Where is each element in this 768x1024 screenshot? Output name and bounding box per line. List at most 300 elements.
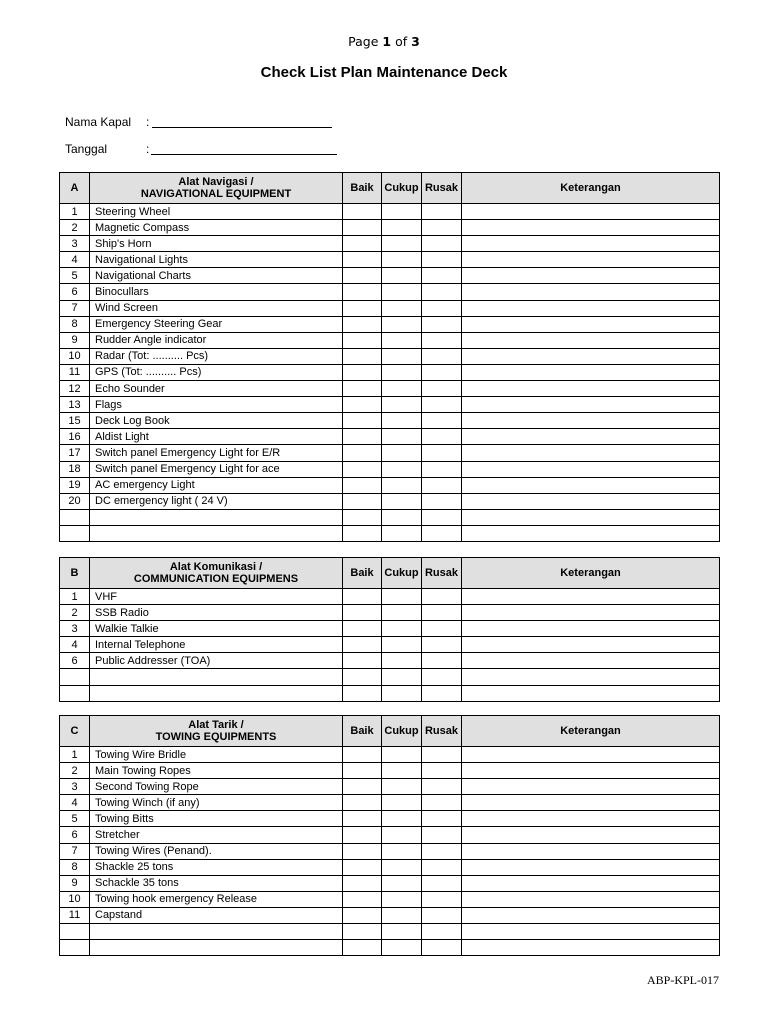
item-name: VHF: [90, 589, 343, 605]
cukup-cell[interactable]: [382, 621, 422, 637]
item-name: Schackle 35 tons: [90, 875, 343, 891]
field-label: Nama Kapal: [65, 115, 132, 129]
item-name: Aldist Light: [90, 429, 343, 445]
page-of: of: [395, 34, 408, 49]
section-title-line1: Alat Komunikasi /: [169, 561, 263, 573]
keterangan-cell[interactable]: [462, 827, 720, 843]
rusak-cell[interactable]: [422, 875, 462, 891]
checklist-row: [60, 669, 720, 685]
column-header-baik: Baik: [343, 558, 382, 589]
item-name: [90, 525, 343, 541]
baik-cell[interactable]: [343, 763, 382, 779]
cukup-cell[interactable]: [382, 843, 422, 859]
item-name: [90, 940, 343, 956]
baik-cell[interactable]: [343, 891, 382, 907]
item-number: 20: [60, 493, 90, 509]
baik-cell[interactable]: [343, 364, 382, 380]
item-name: Switch panel Emergency Light for E/R: [90, 445, 343, 461]
rusak-cell[interactable]: [422, 381, 462, 397]
rusak-cell[interactable]: [422, 220, 462, 236]
item-number: 8: [60, 316, 90, 332]
cukup-cell[interactable]: [382, 907, 422, 923]
cukup-cell[interactable]: [382, 859, 422, 875]
baik-cell[interactable]: [343, 429, 382, 445]
item-number: [60, 509, 90, 525]
rusak-cell[interactable]: [422, 685, 462, 701]
checklist-row: [60, 413, 720, 429]
cukup-cell[interactable]: [382, 891, 422, 907]
cukup-cell[interactable]: [382, 477, 422, 493]
item-number: 19: [60, 477, 90, 493]
checklist-row: [60, 220, 720, 236]
cukup-cell[interactable]: [382, 747, 422, 763]
baik-cell[interactable]: [343, 811, 382, 827]
item-name: [90, 509, 343, 525]
cukup-cell[interactable]: [382, 525, 422, 541]
checklist-row: [60, 940, 720, 956]
baik-cell[interactable]: [343, 493, 382, 509]
checklist-row: [60, 252, 720, 268]
cukup-cell[interactable]: [382, 348, 422, 364]
page-total: 3: [411, 34, 420, 49]
checklist-row: [60, 525, 720, 541]
section-header-row: [60, 716, 720, 747]
cukup-cell[interactable]: [382, 669, 422, 685]
keterangan-cell[interactable]: [462, 509, 720, 525]
baik-cell[interactable]: [343, 268, 382, 284]
cukup-cell[interactable]: [382, 397, 422, 413]
baik-cell[interactable]: [343, 859, 382, 875]
baik-cell[interactable]: [343, 924, 382, 940]
cukup-cell[interactable]: [382, 445, 422, 461]
rusak-cell[interactable]: [422, 779, 462, 795]
cukup-cell[interactable]: [382, 461, 422, 477]
keterangan-cell[interactable]: [462, 332, 720, 348]
rusak-cell[interactable]: [422, 429, 462, 445]
section-title-line2: NAVIGATIONAL EQUIPMENT: [140, 188, 292, 200]
keterangan-cell[interactable]: [462, 589, 720, 605]
item-number: 11: [60, 907, 90, 923]
baik-cell[interactable]: [343, 795, 382, 811]
rusak-cell[interactable]: [422, 268, 462, 284]
cukup-cell[interactable]: [382, 827, 422, 843]
rusak-cell[interactable]: [422, 413, 462, 429]
rusak-cell[interactable]: [422, 891, 462, 907]
rusak-cell[interactable]: [422, 236, 462, 252]
section-title-line2: COMMUNICATION EQUIPMENS: [133, 573, 299, 585]
section-table-a: [59, 172, 720, 542]
rusak-cell[interactable]: [422, 348, 462, 364]
keterangan-cell[interactable]: [462, 429, 720, 445]
baik-cell[interactable]: [343, 381, 382, 397]
cukup-cell[interactable]: [382, 316, 422, 332]
baik-cell[interactable]: [343, 747, 382, 763]
checklist-row: [60, 779, 720, 795]
checklist-row: [60, 236, 720, 252]
page-prefix: Page: [348, 34, 379, 49]
item-name: Deck Log Book: [90, 413, 343, 429]
item-name: Echo Sounder: [90, 381, 343, 397]
baik-cell[interactable]: [343, 445, 382, 461]
item-name: Second Towing Rope: [90, 779, 343, 795]
checklist-row: [60, 445, 720, 461]
rusak-cell[interactable]: [422, 811, 462, 827]
checklist-row: [60, 364, 720, 380]
checklist-row: [60, 268, 720, 284]
keterangan-cell[interactable]: [462, 204, 720, 220]
baik-cell[interactable]: [343, 477, 382, 493]
cukup-cell[interactable]: [382, 493, 422, 509]
keterangan-cell[interactable]: [462, 891, 720, 907]
rusak-cell[interactable]: [422, 924, 462, 940]
cukup-cell[interactable]: [382, 300, 422, 316]
column-header-rusak: Rusak: [422, 558, 462, 589]
cukup-cell[interactable]: [382, 763, 422, 779]
keterangan-cell[interactable]: [462, 795, 720, 811]
column-header-keterangan: Keterangan: [462, 716, 720, 747]
keterangan-cell[interactable]: [462, 843, 720, 859]
baik-cell[interactable]: [343, 509, 382, 525]
column-header-cukup: Cukup: [382, 716, 422, 747]
item-number: [60, 669, 90, 685]
rusak-cell[interactable]: [422, 477, 462, 493]
checklist-row: [60, 509, 720, 525]
item-number: 7: [60, 300, 90, 316]
checklist-row: [60, 605, 720, 621]
keterangan-cell[interactable]: [462, 621, 720, 637]
item-number: 8: [60, 859, 90, 875]
rusak-cell[interactable]: [422, 252, 462, 268]
item-name: Binocullars: [90, 284, 343, 300]
keterangan-cell[interactable]: [462, 268, 720, 284]
keterangan-cell[interactable]: [462, 685, 720, 701]
keterangan-cell[interactable]: [462, 653, 720, 669]
keterangan-cell[interactable]: [462, 493, 720, 509]
item-name: GPS (Tot: .......... Pcs): [90, 364, 343, 380]
section-letter: C: [60, 716, 90, 747]
cukup-cell[interactable]: [382, 413, 422, 429]
baik-cell[interactable]: [343, 300, 382, 316]
keterangan-cell[interactable]: [462, 413, 720, 429]
keterangan-cell[interactable]: [462, 397, 720, 413]
keterangan-cell[interactable]: [462, 445, 720, 461]
field-colon: :: [146, 115, 150, 129]
column-header-rusak: Rusak: [422, 173, 462, 204]
item-name: [90, 924, 343, 940]
keterangan-cell[interactable]: [462, 940, 720, 956]
cukup-cell[interactable]: [382, 779, 422, 795]
baik-cell[interactable]: [343, 413, 382, 429]
cukup-cell[interactable]: [382, 220, 422, 236]
column-header-baik: Baik: [343, 716, 382, 747]
baik-cell[interactable]: [343, 461, 382, 477]
section-letter: B: [60, 558, 90, 589]
baik-cell[interactable]: [343, 525, 382, 541]
item-number: 4: [60, 795, 90, 811]
item-name: Radar (Tot: .......... Pcs): [90, 348, 343, 364]
item-name: Towing hook emergency Release: [90, 891, 343, 907]
item-number: 7: [60, 843, 90, 859]
item-number: 6: [60, 827, 90, 843]
rusak-cell[interactable]: [422, 907, 462, 923]
keterangan-cell[interactable]: [462, 477, 720, 493]
document-title: Check List Plan Maintenance Deck: [260, 64, 508, 81]
cukup-cell[interactable]: [382, 940, 422, 956]
cukup-cell[interactable]: [382, 637, 422, 653]
checklist-row: [60, 891, 720, 907]
section-table-b: [59, 557, 720, 702]
baik-cell[interactable]: [343, 348, 382, 364]
baik-cell[interactable]: [343, 220, 382, 236]
checklist-row: [60, 477, 720, 493]
rusak-cell[interactable]: [422, 621, 462, 637]
rusak-cell[interactable]: [422, 637, 462, 653]
cukup-cell[interactable]: [382, 685, 422, 701]
rusak-cell[interactable]: [422, 284, 462, 300]
baik-cell[interactable]: [343, 332, 382, 348]
document-code: ABP-KPL-017: [646, 973, 719, 987]
baik-cell[interactable]: [343, 637, 382, 653]
keterangan-cell[interactable]: [462, 669, 720, 685]
item-number: 1: [60, 747, 90, 763]
field-colon: :: [146, 142, 150, 156]
checklist-row: [60, 763, 720, 779]
rusak-cell[interactable]: [422, 493, 462, 509]
baik-cell[interactable]: [343, 605, 382, 621]
item-number: 6: [60, 284, 90, 300]
cukup-cell[interactable]: [382, 795, 422, 811]
baik-cell[interactable]: [343, 827, 382, 843]
checklist-row: [60, 685, 720, 701]
item-number: 12: [60, 381, 90, 397]
keterangan-cell[interactable]: [462, 284, 720, 300]
checklist-row: [60, 461, 720, 477]
baik-cell[interactable]: [343, 653, 382, 669]
baik-cell[interactable]: [343, 940, 382, 956]
rusak-cell[interactable]: [422, 605, 462, 621]
field-line[interactable]: [152, 127, 332, 128]
column-header-cukup: Cukup: [382, 558, 422, 589]
rusak-cell[interactable]: [422, 763, 462, 779]
item-name: Capstand: [90, 907, 343, 923]
item-name: AC emergency Light: [90, 477, 343, 493]
checklist-row: [60, 795, 720, 811]
item-number: 3: [60, 236, 90, 252]
item-number: 6: [60, 653, 90, 669]
checklist-row: [60, 589, 720, 605]
item-number: 4: [60, 637, 90, 653]
item-number: 9: [60, 875, 90, 891]
rusak-cell[interactable]: [422, 461, 462, 477]
baik-cell[interactable]: [343, 779, 382, 795]
keterangan-cell[interactable]: [462, 747, 720, 763]
keterangan-cell[interactable]: [462, 924, 720, 940]
keterangan-cell[interactable]: [462, 811, 720, 827]
section-title: [90, 716, 343, 747]
rusak-cell[interactable]: [422, 940, 462, 956]
keterangan-cell[interactable]: [462, 525, 720, 541]
item-name: Magnetic Compass: [90, 220, 343, 236]
keterangan-cell[interactable]: [462, 763, 720, 779]
keterangan-cell[interactable]: [462, 907, 720, 923]
rusak-cell[interactable]: [422, 747, 462, 763]
keterangan-cell[interactable]: [462, 461, 720, 477]
keterangan-cell[interactable]: [462, 875, 720, 891]
item-number: 2: [60, 220, 90, 236]
item-number: 5: [60, 811, 90, 827]
item-number: 5: [60, 268, 90, 284]
cukup-cell[interactable]: [382, 204, 422, 220]
rusak-cell[interactable]: [422, 653, 462, 669]
rusak-cell[interactable]: [422, 300, 462, 316]
cukup-cell[interactable]: [382, 589, 422, 605]
rusak-cell[interactable]: [422, 589, 462, 605]
baik-cell[interactable]: [343, 284, 382, 300]
section-title-line1: Alat Tarik /: [188, 719, 244, 731]
checklist-row: [60, 637, 720, 653]
baik-cell[interactable]: [343, 204, 382, 220]
rusak-cell[interactable]: [422, 669, 462, 685]
field-line[interactable]: [151, 154, 337, 155]
baik-cell[interactable]: [343, 685, 382, 701]
column-header-baik: Baik: [343, 173, 382, 204]
keterangan-cell[interactable]: [462, 252, 720, 268]
cukup-cell[interactable]: [382, 429, 422, 445]
keterangan-cell[interactable]: [462, 364, 720, 380]
cukup-cell[interactable]: [382, 924, 422, 940]
item-number: 2: [60, 763, 90, 779]
baik-cell[interactable]: [343, 843, 382, 859]
keterangan-cell[interactable]: [462, 381, 720, 397]
rusak-cell[interactable]: [422, 397, 462, 413]
item-name: [90, 685, 343, 701]
cukup-cell[interactable]: [382, 284, 422, 300]
cukup-cell[interactable]: [382, 332, 422, 348]
keterangan-cell[interactable]: [462, 779, 720, 795]
item-name: Navigational Charts: [90, 268, 343, 284]
item-name: Internal Telephone: [90, 637, 343, 653]
item-name: Towing Wires (Penand).: [90, 843, 343, 859]
item-number: [60, 525, 90, 541]
column-header-keterangan: Keterangan: [462, 558, 720, 589]
checklist-row: [60, 284, 720, 300]
item-number: 11: [60, 364, 90, 380]
page-number: [0, 34, 768, 49]
keterangan-cell[interactable]: [462, 605, 720, 621]
cukup-cell[interactable]: [382, 364, 422, 380]
checklist-row: [60, 316, 720, 332]
keterangan-cell[interactable]: [462, 236, 720, 252]
rusak-cell[interactable]: [422, 204, 462, 220]
rusak-cell[interactable]: [422, 795, 462, 811]
item-name: Stretcher: [90, 827, 343, 843]
item-number: 2: [60, 605, 90, 621]
rusak-cell[interactable]: [422, 843, 462, 859]
cukup-cell[interactable]: [382, 605, 422, 621]
item-name: Public Addresser (TOA): [90, 653, 343, 669]
keterangan-cell[interactable]: [462, 859, 720, 875]
rusak-cell[interactable]: [422, 445, 462, 461]
baik-cell[interactable]: [343, 621, 382, 637]
item-name: DC emergency light ( 24 V): [90, 493, 343, 509]
baik-cell[interactable]: [343, 252, 382, 268]
item-number: 3: [60, 621, 90, 637]
rusak-cell[interactable]: [422, 827, 462, 843]
rusak-cell[interactable]: [422, 525, 462, 541]
rusak-cell[interactable]: [422, 859, 462, 875]
item-number: 15: [60, 413, 90, 429]
checklist-row: [60, 907, 720, 923]
cukup-cell[interactable]: [382, 875, 422, 891]
item-name: Emergency Steering Gear: [90, 316, 343, 332]
checklist-row: [60, 859, 720, 875]
column-header-rusak: Rusak: [422, 716, 462, 747]
rusak-cell[interactable]: [422, 332, 462, 348]
cukup-cell[interactable]: [382, 381, 422, 397]
keterangan-cell[interactable]: [462, 348, 720, 364]
cukup-cell[interactable]: [382, 252, 422, 268]
item-name: Switch panel Emergency Light for ace: [90, 461, 343, 477]
checklist-row: [60, 348, 720, 364]
checklist-row: [60, 332, 720, 348]
baik-cell[interactable]: [343, 397, 382, 413]
column-header-cukup: Cukup: [382, 173, 422, 204]
section-table-c: [59, 715, 720, 956]
cukup-cell[interactable]: [382, 268, 422, 284]
keterangan-cell[interactable]: [462, 220, 720, 236]
baik-cell[interactable]: [343, 589, 382, 605]
baik-cell[interactable]: [343, 236, 382, 252]
section-title-line1: Alat Navigasi /: [178, 176, 254, 188]
item-name: Navigational Lights: [90, 252, 343, 268]
rusak-cell[interactable]: [422, 364, 462, 380]
keterangan-cell[interactable]: [462, 316, 720, 332]
item-name: Walkie Talkie: [90, 621, 343, 637]
section-letter: A: [60, 173, 90, 204]
rusak-cell[interactable]: [422, 316, 462, 332]
item-number: 17: [60, 445, 90, 461]
item-number: 18: [60, 461, 90, 477]
item-name: Towing Bitts: [90, 811, 343, 827]
item-number: 10: [60, 891, 90, 907]
item-number: [60, 924, 90, 940]
item-number: 10: [60, 348, 90, 364]
checklist-row: [60, 875, 720, 891]
baik-cell[interactable]: [343, 875, 382, 891]
keterangan-cell[interactable]: [462, 637, 720, 653]
rusak-cell[interactable]: [422, 509, 462, 525]
checklist-row: [60, 300, 720, 316]
item-number: 3: [60, 779, 90, 795]
cukup-cell[interactable]: [382, 653, 422, 669]
baik-cell[interactable]: [343, 907, 382, 923]
cukup-cell[interactable]: [382, 811, 422, 827]
item-name: SSB Radio: [90, 605, 343, 621]
item-name: Main Towing Ropes: [90, 763, 343, 779]
checklist-row: [60, 811, 720, 827]
item-number: 13: [60, 397, 90, 413]
checklist-row: [60, 381, 720, 397]
item-number: [60, 940, 90, 956]
cukup-cell[interactable]: [382, 236, 422, 252]
item-name: Towing Winch (if any): [90, 795, 343, 811]
cukup-cell[interactable]: [382, 509, 422, 525]
keterangan-cell[interactable]: [462, 300, 720, 316]
baik-cell[interactable]: [343, 669, 382, 685]
item-name: Steering Wheel: [90, 204, 343, 220]
item-name: Ship's Horn: [90, 236, 343, 252]
baik-cell[interactable]: [343, 316, 382, 332]
